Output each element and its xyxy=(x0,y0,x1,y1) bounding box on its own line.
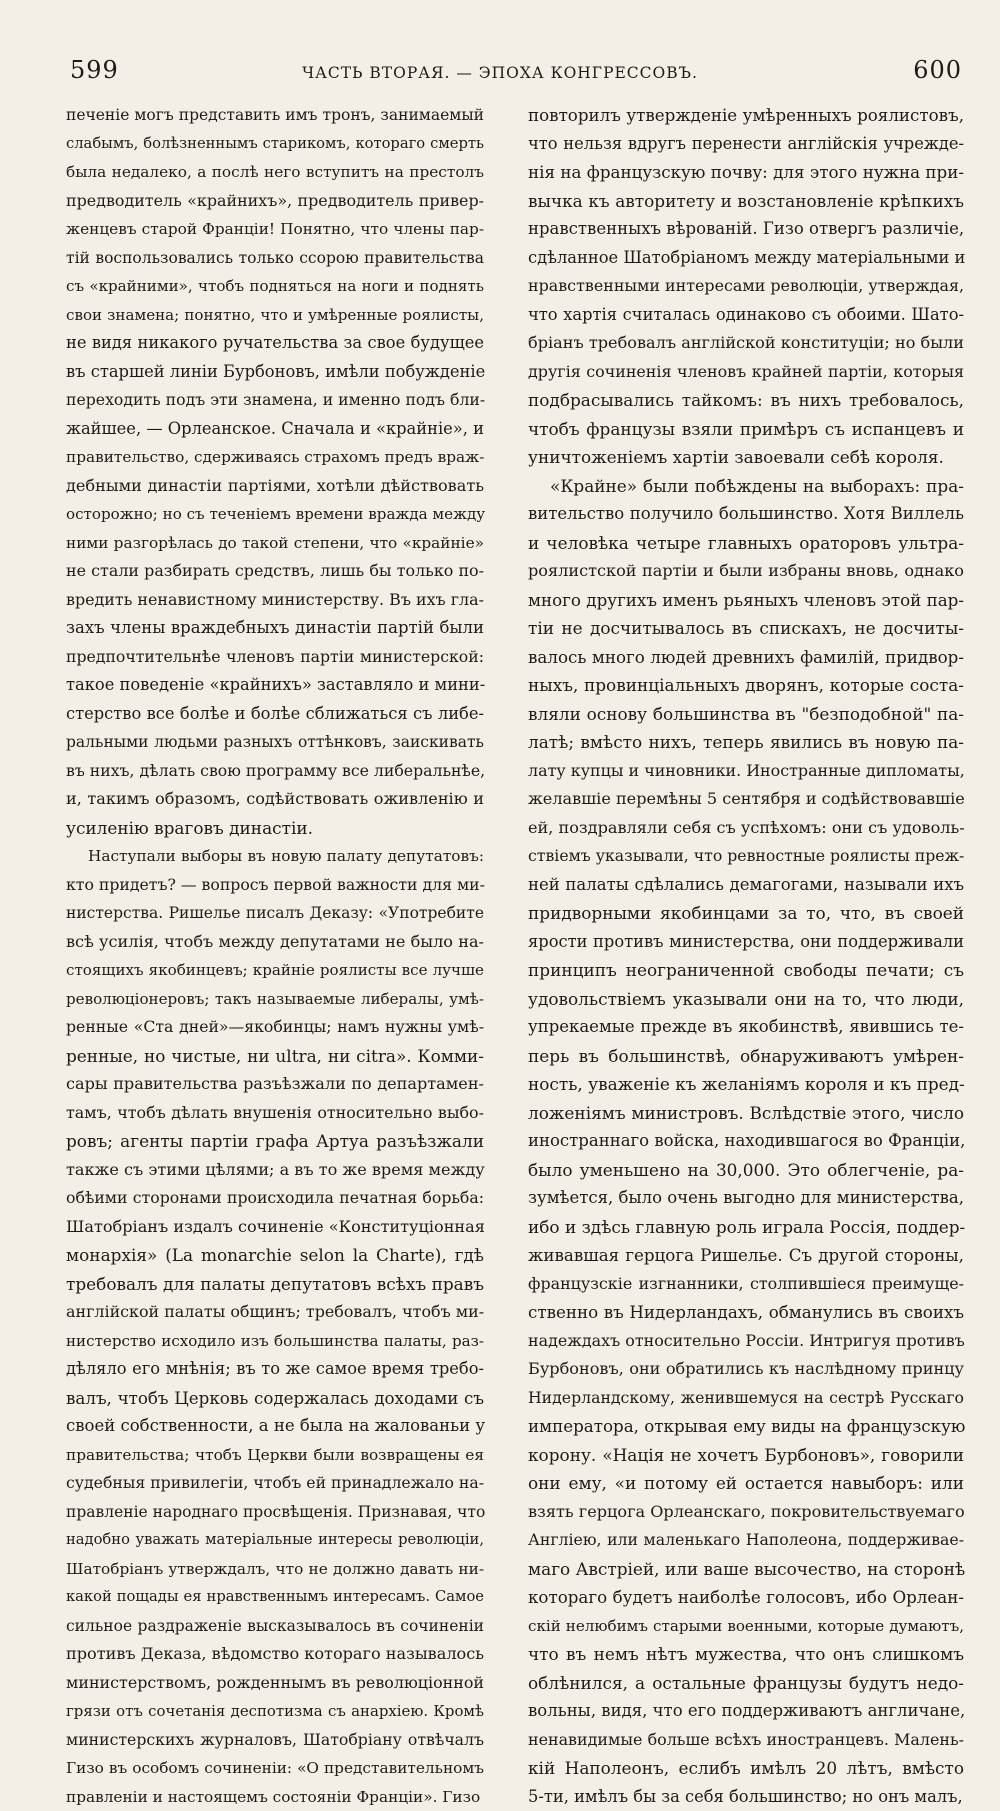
text-line: ровъ; агенты партiи графа Артуа разъѣзжали xyxy=(66,1127,484,1156)
text-line: живавшая герцога Ришелье. Съ другой стороны, xyxy=(528,1241,964,1270)
text-line: взять герцога Орлеанскаго, покровительствуемаго xyxy=(528,1498,964,1527)
text-line: не стали разбирать средствъ, лишь бы только по- xyxy=(66,557,484,586)
text-line: своей собственности, а не была на жалованьи у xyxy=(66,1412,484,1441)
text-line: ренные, но чистые, ни ultra, ни citra». Комми- xyxy=(66,1042,484,1071)
text-line: нравственными интересами революцiи, утверждая, xyxy=(528,272,964,301)
text-line: вительство получило большинство. Хотя Виллель xyxy=(528,500,964,529)
text-line: вольны, видя, что его поддерживаютъ англичане, xyxy=(528,1697,964,1726)
text-line: ренные «Ста дней»—якобинцы; намъ нужны умѣ- xyxy=(66,1013,484,1042)
text-line: роялистской партiи и были избраны вновь, однако xyxy=(528,557,964,586)
text-line: французскiе изгнанники, столпившiеся преимуще- xyxy=(528,1270,964,1299)
text-line: вычка къ авторитету и возстановленiе крѣпкихъ xyxy=(528,187,964,216)
text-line: валъ, чтобъ Церковь содержалась доходами съ xyxy=(66,1384,484,1413)
right-text-column xyxy=(528,101,964,1506)
text-line: надеждахъ относительно Россiи. Интригуя противъ xyxy=(528,1327,964,1356)
text-line: ныхъ, провинцiальныхъ дворянъ, которые соста- xyxy=(528,671,964,700)
text-line: грязи отъ сочетанiя деспотизма съ анархiею. Кромѣ xyxy=(66,1697,484,1726)
text-line: подбрасывались тайкомъ: въ нихъ требовалось, xyxy=(528,386,964,415)
text-line: повторилъ утвержденiе умѣренныхъ роялистовъ, xyxy=(528,101,964,130)
text-line: вляли основу большинства въ "безподобной" па- xyxy=(528,700,964,729)
text-line: не видя никакого ручательства за свое будущее xyxy=(66,329,484,358)
text-line: предпочтительнѣе членовъ партiи министерской: xyxy=(66,643,484,672)
text-line: другiя сочиненiя членовъ крайней партiи, которыя xyxy=(528,358,964,387)
text-line: ственно въ Нидерландахъ, обманулись въ своихъ xyxy=(528,1298,964,1327)
text-line: ярости противъ министерства, они поддерживали xyxy=(528,928,964,957)
text-line: предводитель «крайнихъ», предводитель привер- xyxy=(66,187,484,216)
text-line: латѣ; вмѣсто нихъ, теперь явились въ новую па- xyxy=(528,728,964,757)
text-line: кiй Наполеонъ, еслибъ имѣлъ 20 лѣтъ, вмѣсто xyxy=(528,1754,964,1783)
text-line: противъ Деказа, вѣдомство котораго называлось xyxy=(66,1640,484,1669)
text-line: Шатобрiанъ утверждалъ, что не должно давать ни- xyxy=(66,1555,484,1584)
text-line: также съ этими цѣлями; а въ то же время между xyxy=(66,1156,484,1185)
text-line: дѣляло его мнѣнiя; въ то же самое время требо- xyxy=(66,1355,484,1384)
text-line: принципъ неограниченной свободы печати; съ xyxy=(528,956,964,985)
text-line: они ему, «и потому ей остается навыборъ: или xyxy=(528,1469,964,1498)
text-line: переходить подъ эти знамена, и именно подъ бли- xyxy=(66,386,484,415)
text-line: слабымъ, болѣзненнымъ старикомъ, котораго смерть xyxy=(66,130,484,159)
text-line: было уменьшено на 30,000. Это облегченiе, ра- xyxy=(528,1156,964,1185)
text-line: тiи не досчитывалось въ спискахъ, не досчиты- xyxy=(528,614,964,643)
text-line: захъ члены враждебныхъ династiи партiй были xyxy=(66,614,484,643)
text-line: брiанъ требовалъ англiйской конституцiи; но были xyxy=(528,329,964,358)
text-line: и человѣка четыре главныхъ ораторовъ ультра- xyxy=(528,529,964,558)
left-text-column xyxy=(66,101,484,1506)
text-line: женцевъ старой Францiи! Понятно, что члены пар- xyxy=(66,215,484,244)
text-line: облѣнился, а остальные французы будутъ недо- xyxy=(528,1669,964,1698)
text-line: монархiя» (La monarchie selon la Charte), гдѣ xyxy=(66,1241,484,1270)
text-line: нравственныхъ вѣрованiй. Гизо отвергъ различiе, xyxy=(528,215,964,244)
text-line: чтобъ французы взяли примѣръ съ испанцевъ и xyxy=(528,415,964,444)
text-line: стерство все болѣе и болѣе сближаться съ либе- xyxy=(66,700,484,729)
text-line: осторожно; но съ теченiемъ времени вражда между xyxy=(66,500,484,529)
text-line: въ старшей линiи Бурбоновъ, имѣли побужденiе xyxy=(66,358,484,387)
text-line: и, такимъ образомъ, содѣйствовать оживленiю и xyxy=(66,785,484,814)
text-line: ибо и здѣсь главную роль играла Россiя, поддер- xyxy=(528,1213,964,1242)
text-line: всѣ усилiя, чтобъ между депутатами не было на- xyxy=(66,928,484,957)
text-line: дебными династiи партiями, хотѣли дѣйствовать xyxy=(66,472,484,501)
text-line: правленiе народнаго просвѣщенiя. Признавая, что xyxy=(66,1498,484,1527)
text-line: много другихъ именъ рьяныхъ членовъ этой пар- xyxy=(528,586,964,615)
text-line: печенiе могъ представить имъ тронъ, занимаемый xyxy=(66,101,484,130)
text-line: скiй нелюбимъ старыми военными, которые думаютъ, xyxy=(528,1612,964,1641)
text-line: тамъ, чтобъ дѣлать внушенiя относительно выбо- xyxy=(66,1099,484,1128)
text-line: ненавидимые больше всѣхъ иностранцевъ. Малень- xyxy=(528,1726,964,1755)
text-line: надобно уважать матерiальные интересы революцiи, xyxy=(66,1526,484,1555)
text-line: сары правительства разъѣзжали по департамен- xyxy=(66,1070,484,1099)
text-line: ральными людьми разныхъ оттѣнковъ, заискивать xyxy=(66,728,484,757)
text-line: валось много людей древнихъ фамилiй, придвор- xyxy=(528,643,964,672)
text-line: съ «крайними», чтобъ подняться на ноги и поднять xyxy=(66,272,484,301)
text-line: судебныя привилегiи, чтобъ ей принадлежало на- xyxy=(66,1469,484,1498)
text-line: Англiею, или маленькаго Наполеона, поддерживае- xyxy=(528,1526,964,1555)
text-line: обѣими сторонами происходила печатная борьба: xyxy=(66,1184,484,1213)
text-line: Нидерландскому, женившемуся на сестрѣ Русскаго xyxy=(528,1384,964,1413)
text-line: Шатобрiанъ издалъ сочиненiе «Конституцiонная xyxy=(66,1213,484,1242)
text-line: удовольствiемъ указывали они на то, что люди, xyxy=(528,985,964,1014)
text-line: требовалъ для палаты депутатовъ всѣхъ правъ xyxy=(66,1270,484,1299)
text-line: что въ немъ нѣтъ мужества, что онъ слишкомъ xyxy=(528,1640,964,1669)
text-line: придворными якобинцами за то, что, въ своей xyxy=(528,899,964,928)
text-line: ствiемъ указывали, что ревностные роялисты преж- xyxy=(528,842,964,871)
text-line: Наступали выборы въ новую палату депутатовъ: xyxy=(66,842,484,871)
running-header xyxy=(0,56,1000,90)
text-line: министерствомъ, рожденнымъ въ революцiонной xyxy=(66,1669,484,1698)
text-line: нистерство исходило изъ большинства палаты, раз- xyxy=(66,1327,484,1356)
text-line: вредить ненавистному министерству. Въ ихъ гла- xyxy=(66,586,484,615)
text-line: уничтоженiемъ хартiи завоевали себѣ короля. xyxy=(528,443,964,472)
text-line: ней палаты сдѣлались демагогами, называли ихъ xyxy=(528,871,964,900)
text-line: корону. «Нацiя не хочетъ Бурбоновъ», говорили xyxy=(528,1441,964,1470)
text-line: упрекаемые прежде въ якобинствѣ, явившись те- xyxy=(528,1013,964,1042)
text-line: лату купцы и чиновники. Иностранные дипломаты, xyxy=(528,757,964,786)
text-line: желавшiе перемѣны 5 сентября и содѣйствовавшiе xyxy=(528,785,964,814)
text-line: что хартiя считалась одинаково съ обоими. Шато- xyxy=(528,301,964,330)
text-line: революцiонеровъ; такъ называемые либералы, умѣ- xyxy=(66,985,484,1014)
text-line: въ нихъ, дѣлать свою программу все либеральнѣе, xyxy=(66,757,484,786)
text-line: нистерства. Ришелье писалъ Деказу: «Употребите xyxy=(66,899,484,928)
text-line: сильное раздраженiе высказывалось въ сочиненiи xyxy=(66,1612,484,1641)
text-line: стоящихъ якобинцевъ; крайнiе роялисты все лучше xyxy=(66,956,484,985)
page-number-left: 599 xyxy=(70,56,119,84)
text-line: такое поведенiе «крайнихъ» заставляло и мини- xyxy=(66,671,484,700)
text-line: англiйской палаты общинъ; требовалъ, чтобъ ми- xyxy=(66,1298,484,1327)
text-line: министерскихъ журналовъ, Шатобрiану отвѣчалъ xyxy=(66,1726,484,1755)
text-line: перь въ большинствѣ, обнаруживаютъ умѣрен- xyxy=(528,1042,964,1071)
text-line: маго Австрiей, или ваше высочество, на сторонѣ xyxy=(528,1555,964,1584)
text-line: Гизо въ особомъ сочиненiи: «О представительномъ xyxy=(66,1754,484,1783)
text-line: что нельзя вдругъ перенести англiйскiя учрежде- xyxy=(528,130,964,159)
text-line: нiя на французскую почву: для этого нужна при- xyxy=(528,158,964,187)
text-line: ними разгорѣлась до такой степени, что «крайнiе» xyxy=(66,529,484,558)
text-line: императора, открывая ему виды на французскую xyxy=(528,1412,964,1441)
text-line: 5-ти, имѣлъ бы за себя большинство; но онъ малъ, xyxy=(528,1783,964,1811)
text-line: тiй воспользовались только ссорою правительства xyxy=(66,244,484,273)
page-number-right: 600 xyxy=(913,56,962,84)
text-line: жайшее, — Орлеанское. Сначала и «крайнiе», и xyxy=(66,415,484,444)
text-line: ложенiямъ министровъ. Вслѣдствiе этого, число xyxy=(528,1099,964,1128)
text-line: правительство, сдерживаясь страхомъ предъ враж- xyxy=(66,443,484,472)
text-line: была недалеко, а послѣ него вступитъ на престолъ xyxy=(66,158,484,187)
text-line: какой пощады ея нравственнымъ интересамъ. Самое xyxy=(66,1583,484,1612)
text-line: ей, поздравляли себя съ успѣхомъ: они съ удоволь- xyxy=(528,814,964,843)
text-line: Бурбоновъ, они обратились къ наслѣдному принцу xyxy=(528,1355,964,1384)
text-line: правительства; чтобъ Церкви были возвращены ея xyxy=(66,1441,484,1470)
text-line: кто придетъ? — вопросъ первой важности для ми- xyxy=(66,871,484,900)
text-line: сдѣланное Шатобрiаномъ между матерiальными и xyxy=(528,244,964,273)
text-line: свои знамена; понятно, что и умѣренные роялисты, xyxy=(66,301,484,330)
text-line: ность, уваженiе къ желанiямъ короля и къ пред- xyxy=(528,1070,964,1099)
text-line: усиленiю враговъ династiи. xyxy=(66,814,484,843)
text-line: котораго будетъ наиболѣе голосовъ, ибо Орлеан- xyxy=(528,1583,964,1612)
text-line: «Крайне» были побѣждены на выборахъ: пра- xyxy=(528,472,964,501)
text-line: иностраннаго войска, находившагося во Францiи, xyxy=(528,1127,964,1156)
text-line: зумѣется, было очень выгодно для министерства, xyxy=(528,1184,964,1213)
running-title: ЧАСТЬ ВТОРАЯ. — ЭПОХА КОНГРЕССОВЪ. xyxy=(0,64,1000,82)
text-line: правленiи и настоящемъ состоянiи Францiи». Гизо xyxy=(66,1783,484,1811)
